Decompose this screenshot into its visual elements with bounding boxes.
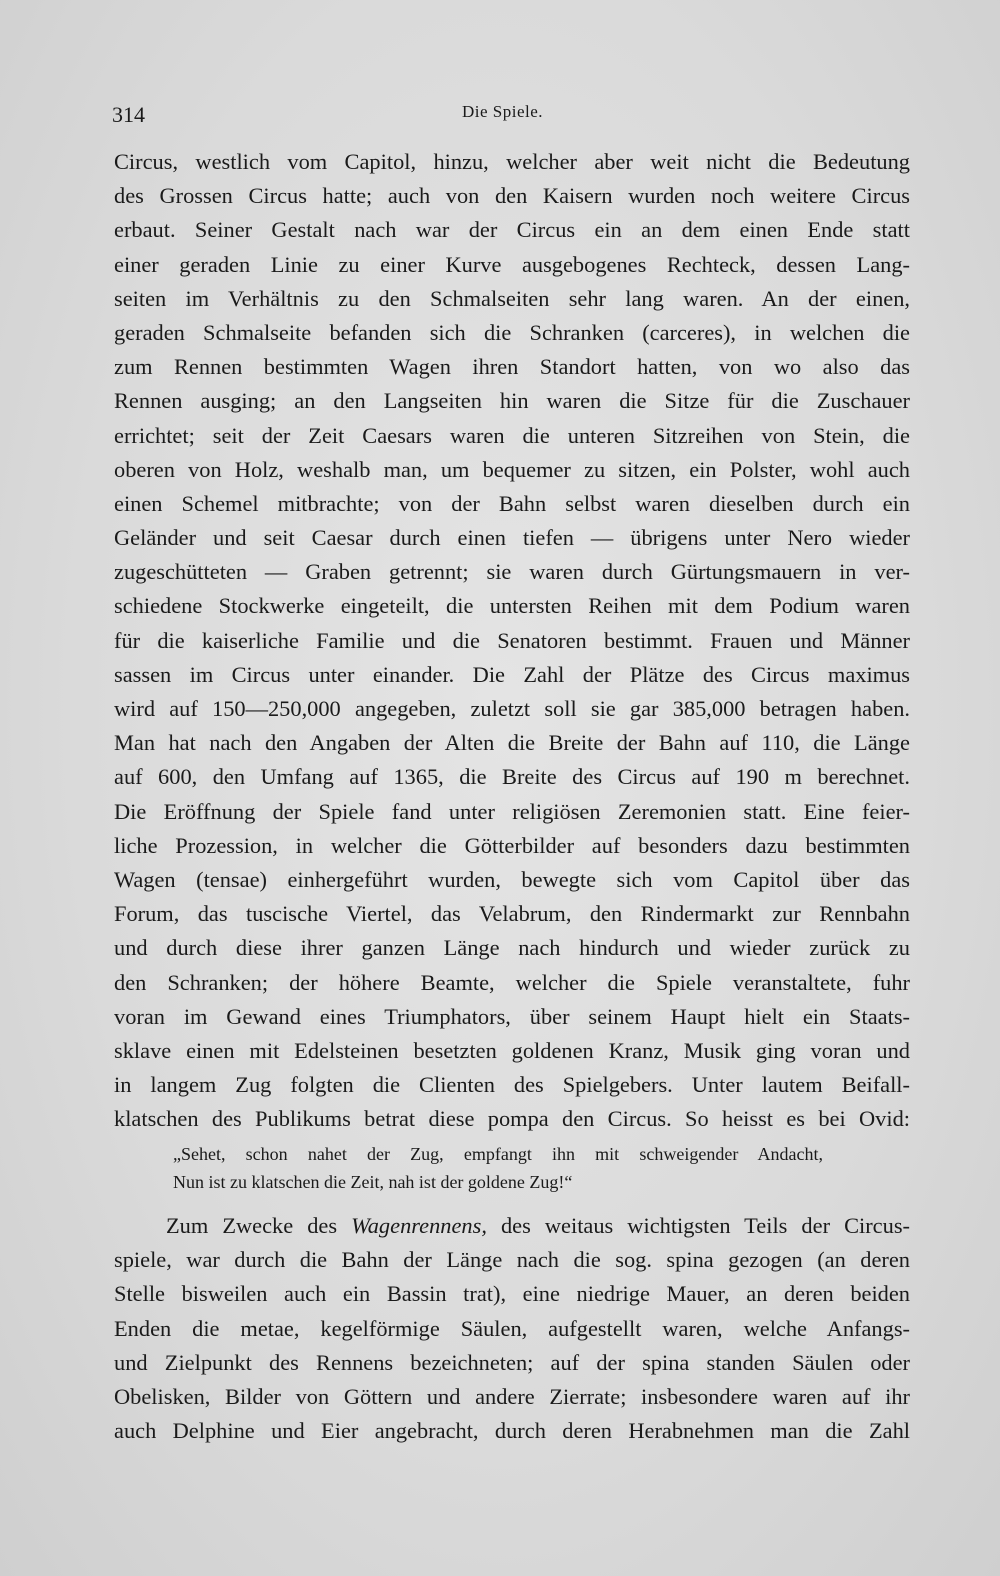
text-line: spiele, war durch die Bahn der Länge nach die sog. spina gezogen (an deren (114, 1247, 910, 1273)
text-line: liche Prozession, in welcher die Götterbilder auf besonders dazu bestimmten (114, 832, 910, 858)
text-line: des Grossen Circus hatte; auch von den Kaisern wurden noch weitere Circus (114, 183, 910, 209)
text-line: Geländer und seit Caesar durch einen tiefen — übrigens unter Nero wieder (114, 525, 910, 551)
paragraph-2 (114, 1209, 910, 1448)
text-line: Die Eröffnung der Spiele fand unter religiösen Zeremonien statt. Eine feier- (114, 798, 910, 824)
text-line: in langem Zug folgten die Clienten des Spielgebers. Unter lautem Beifall- (114, 1072, 910, 1098)
verse-quote (173, 1140, 823, 1196)
italic-term: Wagenrennens, (351, 1213, 487, 1238)
text-line: seiten im Verhältnis zu den Schmalseiten sehr lang waren. An der einen, (114, 285, 910, 311)
page-number: 314 (112, 102, 145, 127)
text-line: klatschen des Publikums betrat diese pompa den Circus. So heisst es bei Ovid: (114, 1106, 910, 1132)
text-line: einer geraden Linie zu einer Kurve ausgebogenes Rechteck, dessen Lang- (114, 251, 910, 277)
text-line: auch Delphine und Eier angebracht, durch deren Herabnehmen man die Zahl (114, 1418, 910, 1444)
quote-line: „Sehet, schon nahet der Zug, empfangt ihn mit schweigender Andacht, (173, 1144, 823, 1164)
text-line: auf 600, den Umfang auf 1365, die Breite des Circus auf 190 m berechnet. (114, 764, 910, 790)
page-header (112, 102, 912, 132)
text-line: einen Schemel mitbrachte; von der Bahn selbst waren dieselben durch ein (114, 490, 910, 516)
text-line-first (114, 1209, 910, 1243)
text-line: schiedene Stockwerke eingeteilt, die untersten Reihen mit dem Podium waren (114, 593, 910, 619)
text-line: sklave einen mit Edelsteinen besetzten goldenen Kranz, Musik ging voran und (114, 1037, 910, 1063)
running-head: Die Spiele. (462, 102, 544, 121)
text-line: zugeschütteten — Graben getrennt; sie waren durch Gürtungsmauern in ver- (114, 559, 910, 585)
paragraph-1 (114, 145, 910, 1136)
text-line: Wagen (tensae) einhergeführt wurden, bewegte sich vom Capitol über das (114, 866, 910, 892)
text-line: und Zielpunkt des Rennens bezeichneten; auf der spina standen Säulen oder (114, 1349, 910, 1375)
text-line: errichtet; seit der Zeit Caesars waren die unteren Sitzreihen von Stein, die (114, 422, 910, 448)
text-line: zum Rennen bestimmten Wagen ihren Standort hatten, von wo also das (114, 354, 910, 380)
text-segment: Zum Zwecke des (166, 1213, 352, 1238)
text-line: Rennen ausging; an den Langseiten hin waren die Sitze für die Zuschauer (114, 388, 910, 414)
text-line: sassen im Circus unter einander. Die Zahl der Plätze des Circus maximus (114, 661, 910, 687)
text-line: Enden die metae, kegelförmige Säulen, aufgestellt waren, welche Anfangs- (114, 1315, 910, 1341)
text-line: geraden Schmalseite befanden sich die Schranken (carceres), in welchen die (114, 319, 910, 345)
text-line: Obelisken, Bilder von Göttern und andere Zierrate; insbesondere waren auf ihr (114, 1383, 910, 1409)
text-line: Stelle bisweilen auch ein Bassin trat), eine niedrige Mauer, an deren beiden (114, 1281, 910, 1307)
text-line: oberen von Holz, weshalb man, um bequemer zu sitzen, ein Polster, wohl auch (114, 456, 910, 482)
text-line: Man hat nach den Angaben der Alten die Breite der Bahn auf 110, die Länge (114, 730, 910, 756)
text-segment: des weitaus wichtigsten Teils der Circus- (486, 1213, 910, 1238)
text-line: und durch diese ihrer ganzen Länge nach hindurch und wieder zurück zu (114, 935, 910, 961)
text-line: erbaut. Seiner Gestalt nach war der Circus ein an dem einen Ende statt (114, 217, 910, 243)
text-line: Forum, das tuscische Viertel, das Velabrum, den Rindermarkt zur Rennbahn (114, 901, 910, 927)
quote-line: Nun ist zu klatschen die Zeit, nah ist der goldene Zug!“ (173, 1172, 573, 1192)
text-line: wird auf 150—250,000 angegeben, zuletzt soll sie gar 385,000 betragen haben. (114, 696, 910, 721)
text-line: den Schranken; der höhere Beamte, welcher die Spiele veranstaltete, fuhr (114, 969, 910, 995)
text-line: für die kaiserliche Familie und die Senatoren bestimmt. Frauen und Männer (114, 627, 910, 653)
text-line: Circus, westlich vom Capitol, hinzu, welcher aber weit nicht die Bedeutung (114, 149, 910, 174)
text-line: voran im Gewand eines Triumphators, über seinem Haupt hielt ein Staats- (114, 1003, 910, 1029)
